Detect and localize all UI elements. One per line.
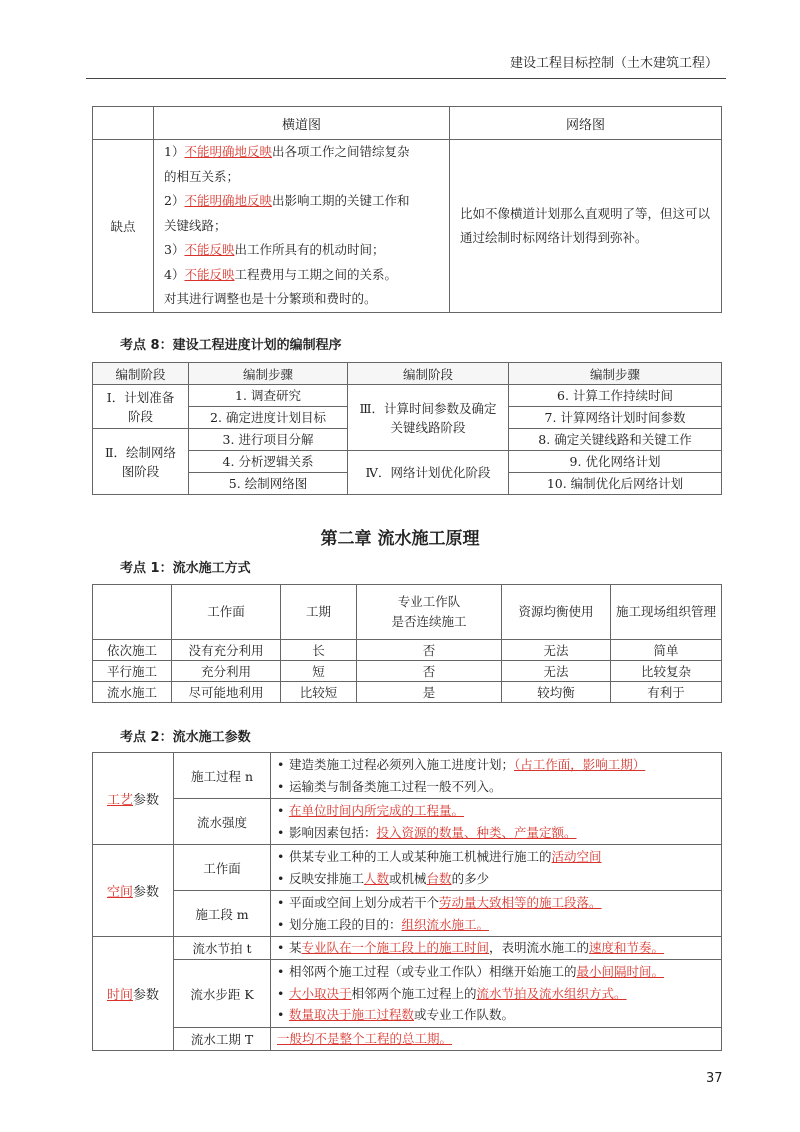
param-name: 流水节拍 t [174, 937, 271, 960]
cell: 否 [357, 661, 502, 682]
cell: 有利于 [611, 682, 722, 703]
col-header: 施工现场组织管理 [611, 585, 722, 640]
stage-cell: Ⅱ．绘制网络图阶段 [93, 429, 189, 495]
network-disadvantages: 比如不像横道计划那么直观明了等，但这可以通过绘制时标网络计划得到弥补。 [450, 140, 722, 313]
param-name: 施工过程 n [174, 753, 271, 799]
cell: 无法 [502, 661, 611, 682]
col-header: 专业工作队 是否连续施工 [357, 585, 502, 640]
list-item: 对其进行调整也是十分繁琐和费时的。 [164, 291, 377, 306]
cell: 是 [357, 682, 502, 703]
col-header: 资源均衡使用 [502, 585, 611, 640]
cell: 比较复杂 [611, 661, 722, 682]
param-points: • 供某专业工种的工人或某种施工机械进行施工的活动空间 • 反映安排施工人数或机械台数的多少 [271, 845, 722, 891]
list-item: 2）不能明确地反映出影响工期的关键工作和 [164, 193, 410, 208]
running-header: 建设工程目标控制（土木建筑工程） [509, 56, 718, 71]
cell: 平行施工 [93, 661, 172, 682]
cell: 尽可能地利用 [172, 682, 281, 703]
table-row [93, 640, 722, 661]
param-name: 流水步距 K [174, 960, 271, 1028]
row-label-disadvantage: 缺点 [93, 140, 154, 313]
col-header: 编制阶段 [348, 363, 509, 385]
section-title-8: 考点 8：建设工程进度计划的编制程序 [120, 338, 342, 353]
cell: 没有充分利用 [172, 640, 281, 661]
cell: 充分利用 [172, 661, 281, 682]
table-row [93, 661, 722, 682]
cell: 短 [281, 661, 357, 682]
page-number: 37 [706, 1071, 723, 1086]
step-cell: 5. 绘制网络图 [189, 473, 348, 495]
param-name: 流水工期 T [174, 1028, 271, 1051]
list-item: 1）不能明确地反映出各项工作之间错综复杂 [164, 144, 410, 159]
gantt-disadvantages [154, 140, 450, 313]
corner-cell [93, 107, 154, 140]
procedure-table [92, 362, 722, 495]
stage-cell: Ⅰ．计划准备阶段 [93, 385, 189, 429]
step-cell: 2. 确定进度计划目标 [189, 407, 348, 429]
cell: 否 [357, 640, 502, 661]
category-space: 空间参数 [93, 845, 174, 937]
list-item: 4）不能反映工程费用与工期之间的关系。 [164, 266, 397, 282]
step-cell: 9. 优化网络计划 [509, 451, 722, 473]
param-name: 工作面 [174, 845, 271, 891]
flow-parameters-table [92, 752, 722, 1051]
list-item: 的相互关系； [164, 168, 240, 184]
step-cell: 3. 进行项目分解 [189, 429, 348, 451]
param-name: 流水强度 [174, 799, 271, 845]
param-points: • 某专业队在一个施工段上的施工时间，表明流水施工的速度和节奏。 [271, 937, 722, 960]
comparison-table [92, 106, 722, 313]
category-time: 时间参数 [93, 937, 174, 1051]
stage-cell: Ⅲ．计算时间参数及确定关键线路阶段 [348, 385, 509, 451]
cell: 无法 [502, 640, 611, 661]
param-points: • 平面或空间上划分成若干个劳动量大致相等的施工段落。 • 划分施工段的目的：组织流水施工。 [271, 891, 722, 937]
header-gantt: 横道图 [154, 107, 450, 140]
list-item: 3）不能反映出工作所具有的机动时间； [164, 242, 385, 257]
step-cell: 7. 计算网络计划时间参数 [509, 407, 722, 429]
section-title-1: 考点 1：流水施工方式 [120, 561, 251, 576]
corner-cell [93, 585, 172, 640]
cell: 流水施工 [93, 682, 172, 703]
cell: 依次施工 [93, 640, 172, 661]
step-cell: 8. 确定关键线路和关键工作 [509, 429, 722, 451]
category-process: 工艺参数 [93, 753, 174, 845]
header-rule [86, 78, 726, 79]
cell: 长 [281, 640, 357, 661]
list-item: 关键线路； [164, 217, 227, 233]
header-network: 网络图 [450, 107, 722, 140]
col-header: 编制阶段 [93, 363, 189, 385]
step-cell: 6. 计算工作持续时间 [509, 385, 722, 407]
col-header: 编制步骤 [509, 363, 722, 385]
param-points: • 相邻两个施工过程（或专业工作队）相继开始施工的最小间隔时间。 • 大小取决于相邻两个施工过程上的流水节拍及流水组织方式。 • 数量取决于施工过程数或专业工作队数。 [271, 960, 722, 1028]
col-header: 编制步骤 [189, 363, 348, 385]
chapter-title: 第二章 流水施工原理 [320, 529, 480, 549]
table-row [93, 682, 722, 703]
step-cell: 10. 编制优化后网络计划 [509, 473, 722, 495]
cell: 较均衡 [502, 682, 611, 703]
step-cell: 4. 分析逻辑关系 [189, 451, 348, 473]
step-cell: 1. 调查研究 [189, 385, 348, 407]
param-points: • 建造类施工过程必须列入施工进度计划；（占工作面，影响工期） • 运输类与制备类施工过程一般不列入。 [271, 753, 722, 799]
section-title-2: 考点 2：流水施工参数 [120, 730, 251, 745]
param-points: • 在单位时间内所完成的工程量。 • 影响因素包括：投入资源的数量、种类、产量定额。 [271, 799, 722, 845]
cell: 比较短 [281, 682, 357, 703]
flow-methods-table [92, 584, 722, 703]
col-header: 工作面 [172, 585, 281, 640]
param-points: 一般均不是整个工程的总工期。 [271, 1028, 722, 1051]
param-name: 施工段 m [174, 891, 271, 937]
col-header: 工期 [281, 585, 357, 640]
cell: 简单 [611, 640, 722, 661]
stage-cell: Ⅳ．网络计划优化阶段 [348, 451, 509, 495]
